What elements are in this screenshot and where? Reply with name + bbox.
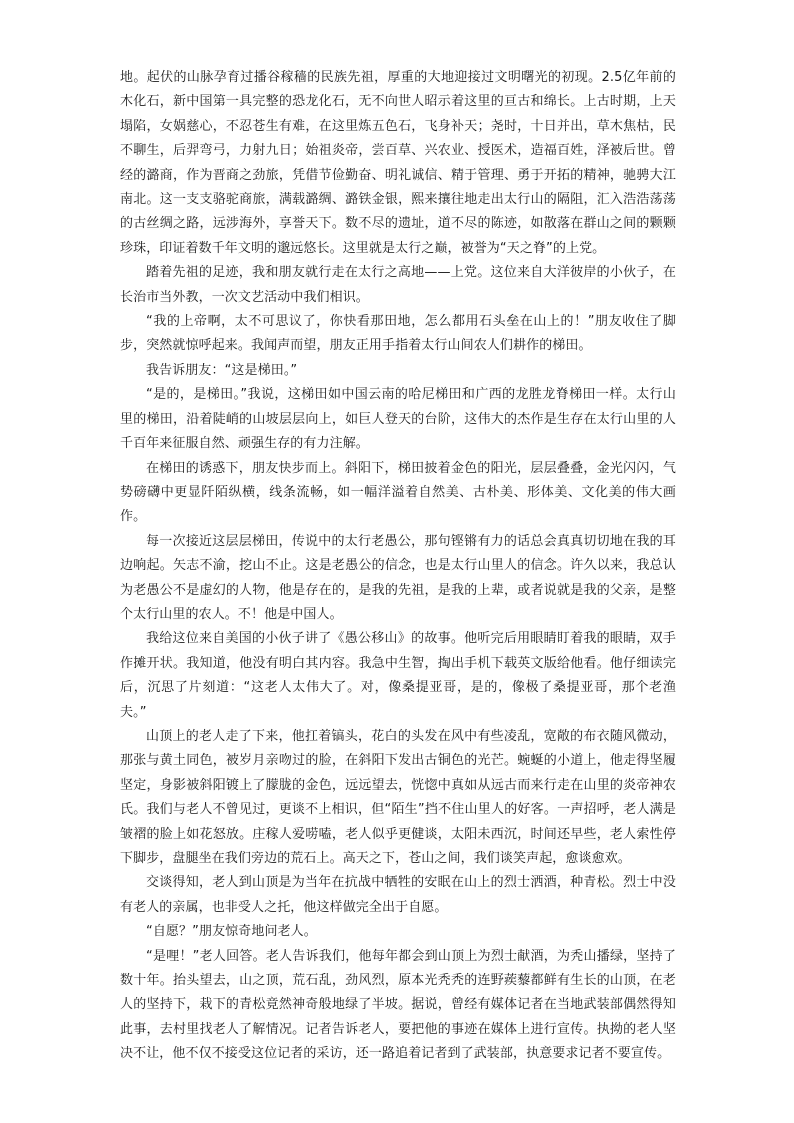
paragraph-1: 地。起伏的山脉孕育过播谷稼穑的民族先祖，厚重的大地迎接过文明曙光的初现。2.5亿年前的木化石，新中国第一具完整的恐龙化石，无不向世人昭示着这里的亘古和绵长。上古时期，上天塌陷，女娲慈心，不忍苍生有难，在这里炼五色石，飞身补天；尧时，十日并出，草木焦枯，民不聊生，后羿弯弓，力射九日；始祖炎帝，尝百草、兴农业、授医术，造福百姓，泽被后世。曾经的潞商，作为晋商之劲旅，凭借节俭勤奋、明礼诚信、精于管理、勇于开拓的精神，驰骋大江南北。这一支支骆驼商旅，满载潞绸、潞铁金银，熙来攘往地走出太行山的隔阻，汇入浩浩荡荡的古丝绸之路，远涉海外，享誉天下。数不尽的遗址，道不尽的陈迹，如散落在群山之间的颗颗珍珠，印证着数千年文明的邈远悠长。这里就是太行之巅，被誉为“天之脊”的上党。 [120,70,676,256]
paragraph-6: 在梯田的诱惑下，朋友快步而上。斜阳下，梯田披着金色的阳光，层层叠叠，金光闪闪，气势磅礴中更显阡陌纵横，线条流畅，如一幅洋溢着自然美、古朴美、形体美、文化美的伟大画作。 [120,460,676,525]
paragraph-5: “是的，是梯田。”我说，这梯田如中国云南的哈尼梯田和广西的龙胜龙脊梯田一样。太行山里的梯田，沿着陡峭的山坡层层向上，如巨人登天的台阶，这伟大的杰作是生存在太行山里的人千百年来征服自然、顽强生存的有力注解。 [120,387,676,452]
paragraph-8: 我给这位来自美国的小伙子讲了《愚公移山》的故事。他听完后用眼睛盯着我的眼睛，双手作摊开状。我知道，他没有明白其内容。我急中生智，掏出手机下载英文版给他看。他仔细读完后，沉思了片刻道：“这老人太伟大了。对，像桑提亚哥，是的，像极了桑提亚哥，那个老渔夫。” [120,631,676,720]
paragraph-12: “是哩！”老人回答。老人告诉我们，他每年都会到山顶上为烈士献酒，为秃山播绿，坚持了数十年。抬头望去，山之顶，荒石乱，劲风烈，原本光秃秃的连野蒺藜都鲜有生长的山顶，在老人的坚持下，栽下的青松竟然神奇般地绿了半坡。据说，曾经有媒体记者在当地武装部偶然得知此事，去村里找老人了解情况。记者告诉老人，要把他的事迹在媒体上进行宣传。执拗的老人坚决不让，他不仅不接受这位记者的采访，还一路追着记者到了武装部，执意要求记者不要宣传。 [120,948,676,1062]
article-body [120,66,676,1067]
paragraph-4: 我告诉朋友：“这是梯田。” [146,362,298,378]
paragraph-9: 山顶上的老人走了下来，他扛着镐头，花白的头发在风中有些凌乱，宽敞的布衣随风微动，那张与黄土同色，被岁月亲吻过的脸，在斜阳下发出古铜色的光芒。蜿蜒的小道上，他走得坚履坚定，身影被斜阳镀上了朦胧的金色，远远望去，恍惚中真如从远古而来行走在山里的炎帝神农氏。我们与老人不曾见过，更谈不上相识，但“陌生”挡不住山里人的好客。一声招呼，老人满是皱褶的脸上如花怒放。庄稼人爱唠嗑，老人似乎更健谈，太阳未西沉，时间还早些，老人索性停下脚步，盘腿坐在我们旁边的荒石上。高天之下，苍山之间，我们谈笑声起，愈谈愈欢。 [120,728,676,866]
paragraph-7: 每一次接近这层层梯田，传说中的太行老愚公，那句铿锵有力的话总会真真切切地在我的耳边响起。矢志不渝，挖山不止。这是老愚公的信念，也是太行山里人的信念。许久以来，我总认为老愚公不是虚幻的人物，他是存在的，是我的先祖，是我的上辈，或者说就是我的父亲，是整个太行山里的农人。不！他是中国人。 [120,533,676,622]
paragraph-11: “自愿？”朋友惊奇地问老人。 [146,924,317,940]
paragraph-3: “我的上帝啊，太不可思议了，你快看那田地，怎么都用石头垒在山上的！”朋友收住了脚步，突然就惊呼起来。我闻声而望，朋友正用手指着太行山间农人们耕作的梯田。 [120,314,676,354]
paragraph-10: 交谈得知，老人到山顶是为当年在抗战中牺牲的安眠在山上的烈士洒酒，种青松。烈士中没有老人的亲属，也非受人之托，他这样做完全出于自愿。 [120,875,676,915]
paragraph-2: 踏着先祖的足迹，我和朋友就行走在太行之高地——上党。这位来自大洋彼岸的小伙子，在长治市当外教，一次文艺活动中我们相识。 [120,265,676,305]
